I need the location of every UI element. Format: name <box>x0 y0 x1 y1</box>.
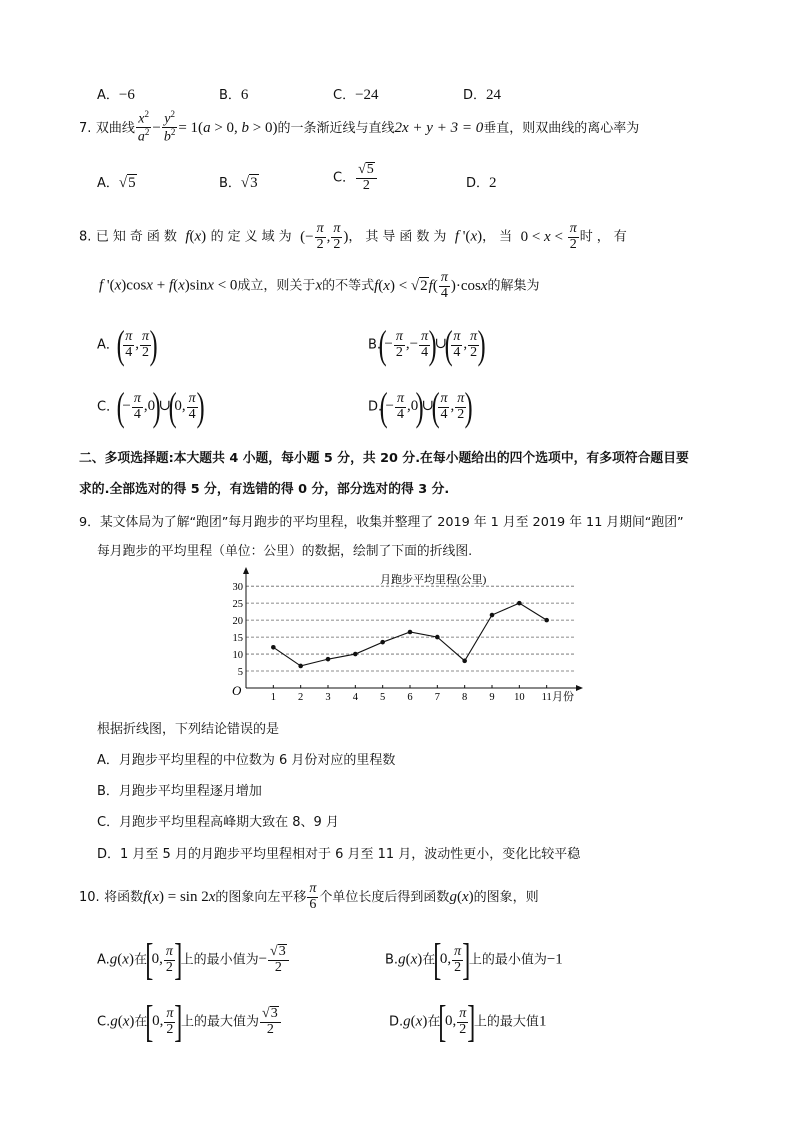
data-point <box>326 657 331 662</box>
option-value: √3 <box>240 175 258 191</box>
q7-option-a <box>97 172 137 192</box>
q10-option-c: C.g(x)在[0, $\frac{\pi}{2}$ ]上的最大值为 $\frac{√3}{2}$ <box>97 1000 282 1044</box>
stem-text: 的一条渐近线与直线 <box>277 120 395 136</box>
y-tick-label: 10 <box>232 650 243 662</box>
x-tick-label: 11 <box>541 692 552 703</box>
stem-text: ，当 <box>482 229 517 245</box>
data-point <box>462 659 467 664</box>
option-label: D. <box>368 399 383 415</box>
option-value: 24 <box>486 87 502 103</box>
option-label: B. <box>385 952 399 968</box>
x-tick-label: 8 <box>462 692 468 703</box>
hyperbola-y-term: $\frac{y^2}{b^2}$ <box>163 109 176 145</box>
stem-text: 已知奇函数 <box>95 229 181 245</box>
question-number: 8. <box>79 229 92 245</box>
chart-origin: O <box>232 683 242 698</box>
data-point <box>435 635 440 640</box>
x-tick-label: 7 <box>434 692 440 703</box>
y-tick-label: 20 <box>232 616 243 628</box>
domain-interval: (− $\frac{\pi}{2}$ , $\frac{\pi}{2}$ ) <box>300 221 349 252</box>
q6-option-b <box>219 84 248 104</box>
q8-option-d <box>368 384 473 429</box>
stem-text: 双曲线 <box>95 120 135 136</box>
q6-option-c <box>333 84 379 104</box>
option-label: B． <box>219 176 241 191</box>
x-tick-label: 3 <box>325 692 331 703</box>
q7-stem: 7. 双曲线 $\frac{x^2}{a^2}$ − $\frac{y^2}{b^2}$ = 1(a > 0, b > 0)的一条渐近线与直线2x + y + 3 = 0垂直，则双曲线的离心率为 <box>79 109 640 145</box>
data-point <box>544 618 549 623</box>
data-point <box>380 640 385 645</box>
option-value: ( $\frac{\pi}{4}$ , $\frac{\pi}{2}$ ) <box>116 322 158 367</box>
option-label: A． <box>97 337 119 353</box>
x-tick-label: 10 <box>514 692 525 703</box>
q7-option-c <box>333 162 378 193</box>
q8-option-c <box>97 384 205 429</box>
y-tick-label: 25 <box>232 599 243 611</box>
y-tick-label: 30 <box>232 582 243 594</box>
q9-stem-line2: 每月跑步的平均里程（单位：公里）的数据，绘制了下面的折线图. <box>97 544 473 559</box>
stem-text: 成立，则关于 <box>237 278 316 294</box>
q8-option-a <box>97 322 158 367</box>
data-point <box>490 613 495 618</box>
function-gx: g(x) <box>449 889 474 906</box>
stem-text: 的解集为 <box>487 278 540 294</box>
x-tick-label: 4 <box>352 692 358 703</box>
option-value: (− $\frac{\pi}{4}$ ,0)∪( $\frac{\pi}{4}$ , $\frac{\pi}{2}$ ) <box>379 384 473 429</box>
option-label: C． <box>333 88 356 103</box>
shift-amount: $\frac{\pi}{6}$ <box>309 881 317 912</box>
data-point <box>271 645 276 650</box>
x-range: 0 < x < $\frac{\pi}{2}$ <box>520 221 577 252</box>
q9-stem-line1: 9．某文体局为了解“跑团”每月跑步的平均里程，收集并整理了 2019 年 1 月至 2019 年 11 月期间“跑团” <box>79 515 684 530</box>
y-axis-arrow <box>243 567 249 574</box>
option-label: B． <box>219 88 241 103</box>
stem-text: 的不等式 <box>322 278 375 294</box>
data-point <box>298 664 303 669</box>
hyperbola-x-term: $\frac{x^2}{a^2}$ <box>137 109 150 145</box>
q9-option-a: A．月跑步平均里程的中位数为 6 月份对应的里程数 <box>97 753 396 768</box>
function-fx: f <box>185 228 190 245</box>
q10-stem <box>79 882 539 912</box>
question-number: 7. <box>79 120 92 136</box>
option-value: 6 <box>240 87 249 103</box>
q9-question: 根据折线图，下列结论错误的是 <box>97 722 280 737</box>
x-tick-label: 5 <box>380 692 386 703</box>
variable-x: x <box>315 277 323 294</box>
chart-xlabel: 月份 <box>552 691 574 703</box>
inequality: f(x) < √2f( $\frac{\pi}{4}$ )·cosx <box>374 270 488 301</box>
derivative-fx: f <box>454 228 459 245</box>
option-value: (− $\frac{\pi}{4}$ ,0)∪(0, $\frac{\pi}{4}$ ) <box>116 384 205 429</box>
stem-text: 将函数 <box>104 890 144 906</box>
option-label: D. <box>389 1014 404 1030</box>
option-label: A． <box>97 176 119 191</box>
y-tick-label: 15 <box>232 633 243 645</box>
x-tick-label: 1 <box>270 692 276 703</box>
hyperbola-condition: = 1(a > 0, b > 0) <box>178 119 278 136</box>
x-axis-arrow <box>576 685 583 691</box>
option-value: (− $\frac{\pi}{2}$ ,− $\frac{\pi}{4}$ )∪( $\frac{\pi}{4}$ , $\frac{\pi}{2}$ ) <box>378 322 486 367</box>
data-point <box>353 652 358 657</box>
stem-text: ，其导函数为 <box>348 229 451 245</box>
y-tick-label: 5 <box>237 667 243 679</box>
q9-option-b: B．月跑步平均里程逐月增加 <box>97 784 262 799</box>
x-tick-label: 6 <box>407 692 413 703</box>
line-equation: 2x + y + 3 = 0 <box>394 119 484 136</box>
function-def: f(x) = sin 2x <box>143 889 216 906</box>
q7-option-b <box>219 172 259 192</box>
data-point <box>517 601 522 606</box>
q8-stem-line1: 8. 已知奇函数 f(x) 的定义域为 (− $\frac{\pi}{2}$ , $\frac{\pi}{2}$ )，其导函数为 f '(x)，当 0 < x < $\frac{\pi}{2}$ 时，有 <box>79 221 631 252</box>
option-label: A. <box>97 952 110 968</box>
option-value: √5 <box>118 175 136 191</box>
stem-text: 的图象向左平移 <box>215 890 307 906</box>
q6-option-d <box>463 84 501 104</box>
line-chart <box>222 566 602 706</box>
q9-option-c: C．月跑步平均里程高峰期大致在 8、9 月 <box>97 815 339 830</box>
q7-option-d <box>466 172 497 192</box>
option-label: D． <box>463 88 487 103</box>
stem-text: 个单位长度后得到函数 <box>319 890 450 906</box>
series-line <box>273 603 546 666</box>
option-value: −24 <box>355 87 379 103</box>
option-label: A． <box>97 88 119 103</box>
question-number: 10. <box>79 890 100 906</box>
stem-text: 垂直，则双曲线的离心率为 <box>483 120 640 136</box>
x-tick-label: 2 <box>298 692 304 703</box>
option-label: C． <box>97 399 120 415</box>
stem-text: 的图象，则 <box>473 890 539 906</box>
q9-option-d: D．1 月至 5 月的月跑步平均里程相对于 6 月至 11 月，波动性更小，变化比较平稳 <box>97 847 581 862</box>
section-heading-line2: 求的.全部选对的得 5 分，有选错的得 0 分，部分选对的得 3 分. <box>79 482 450 497</box>
option-label: C． <box>333 170 356 186</box>
q8-option-b <box>368 322 486 367</box>
q10-option-b: B.g(x)在[0, $\frac{\pi}{2}$ ]上的最小值为−1 <box>385 935 563 984</box>
x-tick-label: 9 <box>489 692 495 703</box>
data-point <box>408 630 413 635</box>
q8-stem-line2 <box>99 271 540 301</box>
section-heading-line1: 二、多项选择题:本大题共 4 小题，每小题 5 分，共 20 分.在每小题给出的四个选项中，有多项符合题目要 <box>79 451 689 466</box>
chart-title: 月跑步平均里程(公里) <box>380 574 487 586</box>
option-value: −6 <box>118 87 135 103</box>
option-label: B. <box>368 337 382 353</box>
option-label: C. <box>97 1014 111 1030</box>
stem-text: 的定义域为 <box>210 229 296 245</box>
q6-option-a <box>97 84 135 104</box>
derivative-condition: f '(x)cosx + f(x)sinx < 0 <box>99 277 238 294</box>
stem-text: 时，有 <box>579 229 631 245</box>
option-label: D． <box>466 176 490 191</box>
q10-option-a: A.g(x)在[0, $\frac{\pi}{2}$ ]上的最小值为− $\frac{√3}{2}$ <box>97 938 290 982</box>
option-value: 2 <box>489 175 497 191</box>
q10-option-d: D.g(x)在[0, $\frac{\pi}{2}$ ]上的最大值1 <box>389 997 547 1046</box>
option-value: $\frac{√5}{2}$ <box>356 162 377 193</box>
